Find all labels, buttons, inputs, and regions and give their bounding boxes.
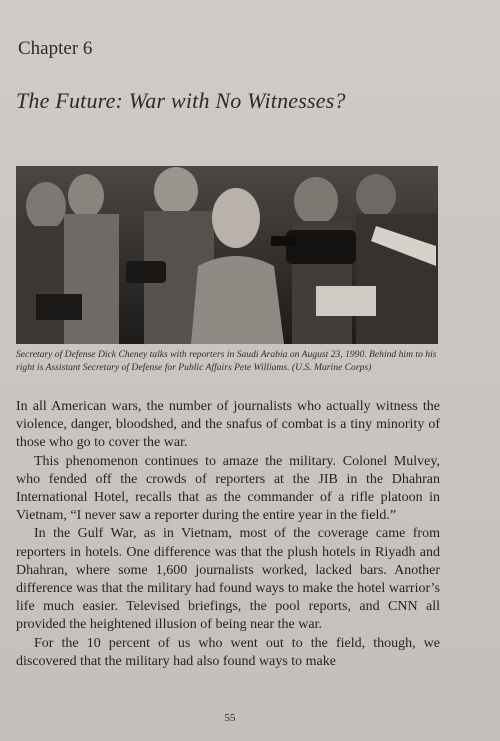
photo-caption: Secretary of Defense Dick Cheney talks with reporters in Saudi Arabia on August 23, 1990. Behind him to his right is Assistant Secretary of Defense for Public Affairs Pete Williams. (U.S. Marine Corps) <box>16 349 437 373</box>
paragraph-2: This phenomenon continues to amaze the military. Colonel Mulvey, who fended off the crowds of reporters at the JIB in the Dhahran International Hotel, recalls that as the commander of a rifle platoon in Vietnam, “I never saw a reporter during the entire year in the field.” <box>16 453 440 524</box>
paragraph-4: For the 10 percent of us who went out to the field, though, we discovered that the military had also found ways to make <box>16 635 440 669</box>
photo-illustration <box>16 166 438 344</box>
chapter-title: The Future: War with No Witnesses? <box>16 88 346 113</box>
press-conference-photo <box>16 166 438 344</box>
chapter-label: Chapter 6 <box>18 38 93 59</box>
paragraph-1: In all American wars, the number of journalists who actually witness the violence, danger, bloodshed, and the snafus of combat is a tiny minority of those who go to cover the war. <box>16 399 440 451</box>
body-text <box>16 398 440 671</box>
page-number: 55 <box>224 712 236 724</box>
paragraph-3: In the Gulf War, as in Vietnam, most of the coverage came from reporters in hotels. One difference was that the plush hotels in Riyadh and Dhahran, where some 1,600 journalists worked, lacked bars. Another difference was that the military had found ways to make the hotel warrior’s life much easier. Televised briefings, the pool reports, and CNN all provided the heightened illusion of being near the war. <box>16 526 440 633</box>
